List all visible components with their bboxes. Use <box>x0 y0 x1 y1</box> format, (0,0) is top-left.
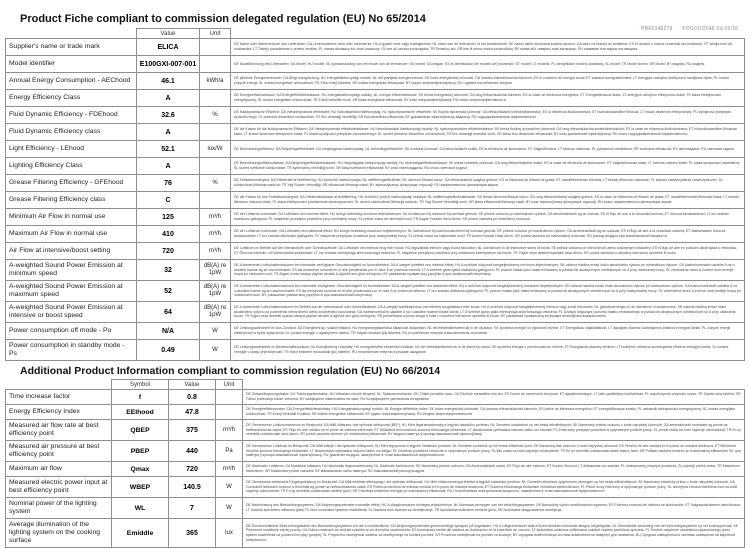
doc-code-secondary: FOG0102648 Ed 05/18 <box>682 26 738 32</box>
document-codes <box>641 26 738 32</box>
row-label: Grease Filtering Efficiency - GFEhood <box>6 175 137 192</box>
table-row <box>6 192 745 209</box>
row-label: Energy Efficiency Index <box>6 405 112 420</box>
row-symbol: EEIhood <box>112 405 169 420</box>
row-unit: lux/W <box>200 141 231 158</box>
table-row <box>6 390 745 405</box>
row-symbol: Emiddle <box>112 519 169 548</box>
row-unit: W <box>216 477 243 498</box>
row-value: 140.5 <box>169 477 216 498</box>
row-label: Maximum air flow <box>6 462 112 477</box>
row-value: 64 <box>137 302 200 323</box>
row-description: DE die Klasse für die fluiddynamische Effizienz; DA Væskedynamisk effektivitetsklasse; HU hidrodinamikai hatékonysági osztály; NL hydrodynamische efficiëntieklasse; SK trieda fluidnej dynamickej účinnosti; GA rang éifeachtúlachta sreabhdhinimiciúla; ES la clase de eficiencia fluidodinámica; ET hüdrodünaamilise tõhususe klass; LT srauto dinaminio efektyvumo klasė; PL klasa wydajności przepływu dynamicznego; SL razred pretočne dinamične učinkovitosti; TR Sıvı dinamiği verimlilik sınıfı; SR klasa fluo-dinamičke efikasnosti; BY клас дынамічнай эфектыўнасці; RU класс гидродинамической эффективности <box>231 124 745 141</box>
row-description: DE der Luftstrom maximaler; DA Luftstrøm ved maksimal effekt; HU levegő sebesség maximum teljesítményen; NL luchtstroom bij maximumsnelheid bij normaal gebruik; SK prietok vzduchu pri maximálnom výkone; GA aershreabhadh ag an uasluas; ES el flujo de aire a la velocidad máxima; ET Maksimaalne õhuvool tavakasutusel; LT oro srautas didžiausiu galingumu; PL natężenie przepływu powietrza przy maksymalnej mocy; SL pretok zraka na maksimalni moči; TR Azami Hızdaki Hava Akımı; SR protok vazduha pri maksimalnoj moćnosti; RU расход воздуха при максимальной мощности <box>231 226 745 243</box>
row-value: ELICA <box>137 39 200 56</box>
row-value: 52.1 <box>137 141 200 158</box>
row-description: DE Leistungsaufnahme im Bereitschaftszustand; DA Energiforbrug i standby; HU energiafelvétel készenléti módban; NL het elektriciteitsverbruik in de stand-by-stand; SK spotreba energie v pohotovostnom režime; ET Energiakulu standby-režiimis; LT budėjimo veiksena suvartojamos elektros energijos kiekis; SL poraba energije v stanju pripravljenosti; TR Hazır bekleme modundaki güç tüketimi; RU потребление энергии в режиме ожидания <box>231 340 745 361</box>
row-value: 440 <box>169 441 216 462</box>
row-value: 7 <box>169 498 216 519</box>
row-symbol: WBEP <box>112 477 169 498</box>
fiche-title-65-2014: Product Fiche compliant to commission delegated regulation (EU) No 65/2014 <box>20 13 426 25</box>
row-symbol: QBEP <box>112 420 169 441</box>
column-header-symbol: Symbol <box>112 380 169 390</box>
row-label: Energy Efficiency Class <box>6 90 137 107</box>
row-label: Air Flow at intensive/boost setting <box>6 243 137 260</box>
row-value: 0.8 <box>169 390 216 405</box>
row-value: A <box>137 124 200 141</box>
row-unit: W <box>200 323 231 340</box>
row-label: Power consumption in standby mode - Ps <box>6 340 137 361</box>
row-description: DE Beleuchtungseffizienz; DA Belysningseffektivitet; HU megvilágítási hatékonyság; NL verlichtingsefficiëntie; SK svetelná účinnosť; GA éifeachtúlacht solais; ES la eficiencia de iluminación; ET Valgustõhusus; LT šviesos našumas; PL sprawność oświetlenia; SR svetlosna efikasnost; BY светлаадача; RU световая отдача <box>231 141 745 158</box>
row-symbol: Qmax <box>112 462 169 477</box>
table-row <box>6 175 745 192</box>
row-unit: lux <box>216 519 243 548</box>
row-description: DE Gemessener Luftdruck im Bestpunkt; DA Målt lufttryk i det optimale driftspunkt; HU Mért légnyomás a legjobb hatásfokú pontban; NL Gemeten luchtdruk op het beste-efficiëntie-punt; SK Nameraný tlak vzduchu v bode najvyššej účinnosti; ES Presión de aire medida en el punto de máxima eficiencia; ET Mõõdetud õhurõhk suurima tõhususega töötamisel; LT išmatuotasis optimalaus našumo taško oro slėgis; PL Ciśnienie powietrza mierzone w optymalnym punkcie pracy; SL tlak zraka na točki največje učinkovitosti; TR En iyi verimlilik noktasındaki statik basınç farkı; SR Pritisak vazduha izmeren pri maksimalnoj efikasnosti; BY ціск паветра ў кропцы максімальнай эфектыўнасці; RU Давление воздуха, замеренное в точке максимальной эффективности <box>243 441 745 462</box>
table-row <box>6 260 745 281</box>
row-label: Fluid Dynamic Efficiency - FDEhood <box>6 107 137 124</box>
row-description: DE Modellkennung des Lieferanten; DA Model; HU modell; NL typeaanduiding van het model van de leverancier; SK model; GA leagan; ES el identificador del modelo del proveedor; ET mudel; LT modelis; PL identyfikator modelu dostawcy; SL model; TR Model tanımı; SR Model; BY мадэль; RU модель <box>231 56 745 73</box>
row-description: DE Name oder Warenzeichen des Lieferanten; DA Leverandørens navn eller varemærke; HU a gyártó neve vagy márkajelzése; NL naam van de leverancier of het handelsmerk; SK názov alebo obchodná značka výrobcu; GA ainm nó branda an tsoláthraí; ES el nombre o marca comercial del proveedor; ET tarnija nimi või kaubamärk; LT Tiekėjo pavadinimas ir prekės ženklas; PL nazwa dostawcy lub znak towarowy; SL ime ali oznaka proizvajalca; TR Tedarikçi adı; SR ime ili robna marka proizvođača; BY назва або таварны знак вытворцы; RU название или марка поставщика <box>231 39 745 56</box>
row-label: Maximum Air Flow in normal use <box>6 226 137 243</box>
header-spacer <box>6 29 137 39</box>
row-label: Measured air flow rate at best efficiency point <box>6 420 112 441</box>
row-label: Nominal power of the lighting system <box>6 498 112 519</box>
table-row <box>6 281 745 302</box>
header-spacer <box>6 380 112 390</box>
header-spacer <box>243 380 745 390</box>
row-label: Power consumption off mode - Po <box>6 323 137 340</box>
row-label: Model identifier <box>6 56 137 73</box>
row-label: A-weighted Sound Power Emission at minimum speed <box>6 260 137 281</box>
row-description: DE Nennleistung des Beleuchtungssystems; DA Belysningssystemets nominelle effekt; HU A világítórendszer névleges teljesítménye; NL Nominaal vermogen van het verlichtingssysteem; SK Nominálny výkon osvetľovacieho systému; ES Potencia nominal del sistema de iluminación; ET Valgustussüsteemi nimivõimsus; LT Vardinė apšvietimo sistemos galia; PL Moc nominalna systemu oświetlenia; SL Nazivna moč sistema za osvetljevanje; TR Aydınlatma sisteminin nominal gücü; SR Nominalna snaga sistema osvetljenja <box>243 498 745 519</box>
table-row <box>6 420 745 441</box>
row-description: DE A-bewerteten Luftschallemissionen im Betrieb auf der Intensivstufe oder Schnellaufstufe; DA A-vægtet lydeffektniveau ved intensiv brugstilstand eller boost; HU A szűrővel súlyozott hangteljesítmény intenzív vagy boost fokozaton; NL geluidsvermogen in de intensieve of boostmodus; SK vážená hladina emisií hluku akustického výkonu za podmienok intenzívneho alebo zosilneného používania; GA fuaimchumhacht ualaithe A na n-astuithe fuaime kinase korral; LT A svertinė garso galia intensyviąja arba forsuotąja veiksena; PL Dźwięki dotyczące poziomu hałasu emitowanego w postaci fal akustycznych odniesionych do A przy ustawieniu boost; TR Yoğun veya destekli ayarda havaya yayılan akustik A-ağırlıklı ses gücü emisyonu; SR ponderisana zvučna snaga A buke u uslovima intenzivne upotrebe ili boost; BY узважаная гукавая моц ва ўмовах інтэнсіўнага выкарыстання <box>231 302 745 323</box>
table-row <box>6 158 745 175</box>
table-row <box>6 39 745 56</box>
row-label: Lighting Efficiency Class <box>6 158 137 175</box>
row-value: 47.8 <box>169 405 216 420</box>
row-value: 76 <box>137 175 200 192</box>
row-label: Minimum Air Flow in normal use <box>6 209 137 226</box>
row-value: 375 <box>169 420 216 441</box>
row-value: 32 <box>137 260 200 281</box>
row-unit: dB(A) re 1pW <box>200 302 231 323</box>
row-value: 410 <box>137 226 200 243</box>
row-unit <box>200 124 231 141</box>
row-value: 125 <box>137 209 200 226</box>
row-unit: dB(A) re 1pW <box>200 281 231 302</box>
row-symbol: PBEP <box>112 441 169 462</box>
table-row <box>6 462 745 477</box>
row-unit: % <box>200 175 231 192</box>
table-row <box>6 498 745 519</box>
row-unit <box>200 90 231 107</box>
row-description: DE A-bewerteten Luftschallemissionen bei maximaler verfügbarer Geschwindigkeit im Normalbetrieb; DA A-vægtet lydeffekt ved maksimal effekt; HU A szűrővel súlyozott hangteljesítmény maximum teljesítményen; SK vážená hladina emisií hluku akustického výkonu pri maximálnom výkone; GA fuaimchumhacht ualaithe A na n-astuithe fuaime ag an uaschumhacht; ES las emisiones sonoras en el aire ponderadas por el valor A en potencia máxima; LT oro srautas didžiausiu galingumu; PL poziom hałasu jako hałas emitowany w postaci fal akustycznych odniesionych do A przy maksymalnej mocy; SL vrednotena raven A zvočne moči emisije hrupa pri maksimalni moči; BY узважаная гукавая моц узроўню A пры максімальнай магутнасці <box>231 281 745 302</box>
row-value: A <box>137 158 200 175</box>
row-value: A <box>137 90 200 107</box>
table-row <box>6 243 745 260</box>
table-row <box>6 302 745 323</box>
row-unit: Pa <box>216 441 243 462</box>
row-value: N/A <box>137 323 200 340</box>
fiche-table-65-2014 <box>5 28 745 361</box>
table-row <box>6 477 745 498</box>
row-description: DE Beleuchtungseffizienzklasse; DA Belysningseffektivitetsklasse; HU megvilágítási hatékonysági osztály; NL verlichtingsefficiëntieklasse; SK trieda svetelnej účinnosti; GA rang éifeachtúlachta solais; ES la clase de eficiencia de iluminación; ET Valgustõhususe klass; LT šviesos našumo klasė; PL klasa sprawności oświetlenia; SL razred svetlobne učinkovitosti; TR Aydınlatma Verimliliği sınıfı; SR klasa svetlosne efikasnosti; BY клас святлоаддачы; RU класс световой отдачи <box>231 158 745 175</box>
row-description: DE der Luftstrom minimaler; DA Luftstrøm ved minimal effekt; HU levegő sebesség minimum teljesítményen; NL luchtstroom bij minimum bij normaal gebruik; SK prietok vzduchu pri minimálnom výkone; GA aershreabhadh ag an íosluas; ES el flujo de aire a la velocidad mínima; ET õhuvool tavakasutusel; LT oro srautas mažiausiu galingumu; PL natężenie przepływu powietrza przy minimalnej mocy; SL pretok zraka na minimalni moči; TR Asgari Hızdaki Hava Akımı; SR protok vazduha pri minimalnoj moćnosti <box>231 209 745 226</box>
column-header-unit: Unit <box>200 29 231 39</box>
row-description: DE jährliche Energieverbrauch; DA Årligt energiforbrug; HU energiahatékonysági mutató; NL het jaarlijkse energieverbruik; SK index energetickej účinnosti; GA innéacs éifeachtúlachta fuinnimh; ES el consumo de energía anual; ET aastane energiatarbimine; LT energijos vartojimo efektyvumo santykinis dydis; PL roczne zużycie energii; SL indeks energetske učinkovitosti; TR Yıllık enerji tüketimi; SR indeks energetske efikasnosti; BY індэкс энергаэфектыўнасці; RU годовое потребление энергии <box>231 73 745 90</box>
row-value: C <box>137 192 200 209</box>
row-description: DE Gemessener Luftvolumenstrom im Bestpunkt; DA Målt luftstrøm i det optimale driftspunkt (BEP); HU Mért légáramsebesség a legjobb hatásfokú pontban; NL Gemeten luchtdebiet op het beste-efficiëntiepunt; SK Nameraný prietok vzduchu v bode najvyššej účinnosti; GA aersreabhadh tomhaiste ag pointe na héifeachtúlachta uasta; ES Flujo de aire medido en el punto de máxima eficiencia; ET Mõõdetud õhuvooluhulk suurima tõhususega töötamisel; LT išmatuotasis optimalaus našumo taško oro srautas; PL Zmierzony przepływ powietrza w optymalnym punkcie pracy; SL pretok zraka na točki največje učinkovitosti; TR En iyi verimlilik noktasındaki hava akımı; SR protok vazduha izmeren pri maksimalnoj efikasnosti; BY выдача паветра ў кропцы максімальнай эфектыўнасці <box>243 420 745 441</box>
row-label: Measured air pressure at best efficiency point <box>6 441 112 462</box>
row-unit: m³/h <box>200 209 231 226</box>
row-label: Light Efficiency - LEhood <box>6 141 137 158</box>
row-value: 720 <box>169 462 216 477</box>
table-row <box>6 209 745 226</box>
row-description: DE Energieeffizienzindex; DA Energieffektivitetsindeks; HU Energiahatékonysági mutató; NL Energie-efficiëntie-index; SK Index energetickej účinnosti; GA Innéacs éifeachtúlachta fuinnimh; ES Índice de eficiencia energética; ET energiatõhususe indeks; PL wskaźnik efektywności energetycznej; SL Indeks energijske učinkovitosti; TR Enerji Verimlilik Endeksi; SR indeks energetske efikasnosti; BY індэкс энергаэфектыўнасці; RU Индекс энергоэффективности <box>243 405 745 420</box>
table-row <box>6 141 745 158</box>
row-value: 52 <box>137 281 200 302</box>
row-unit <box>200 192 231 209</box>
row-symbol: f <box>112 390 169 405</box>
row-label: Measured electric power input at best efficiency point <box>6 477 112 498</box>
column-header-value: Value <box>137 29 200 39</box>
table-header-row <box>6 29 745 39</box>
row-value: E100GXI-007-001 <box>137 56 200 73</box>
row-description: DE Durchschnittliche Beleuchtungsstärke des Beleuchtungssystems auf der Kochoberfläche; DA Belysningssystemets gennemsnitlige lysstyrke på kogefladen; HU A világítórendszer által a főzési felületen biztosított átlagos megvilágítás; NL Gemiddelde verlichting van het verlichtingssysteem op het kookoppervlak; SK Priemerné osvetlenie varnej plochy; GA Soilsiú meánach an chórais soilsithe ar an dromchla cócaireachta; ES Iluminancia media del sistema de iluminación en la superficie de cocción; LT Apšvietimo sistemos užtikrinama vidutinė viryklės paviršiaus apšvieta; PL Średnie natężenie oświetlenia zapewnianego przez system oświetlenia na powierzchni płyty grzejnej; SL Povprečna osvetljenost sistema za osvetljevanje na kuhalni površini; SR Prosečna osvetljenost na površini za kuvanje; BY сярэдняя асветленасць сістэмы асвятлення на паверхні для гатавання; RU Средняя освещённость системы освещения на варочной поверхности <box>243 519 745 548</box>
row-label: Supplier's name or trade mark <box>6 39 137 56</box>
row-value: 720 <box>137 243 200 260</box>
row-description: DE Leistungsaufnahme im Aus-Zustand; DA Energiforbrug i slukket tilstand; HU energiamegtakarítása kikapcsolt állapotban; NL het elektriciteitsverbruik in de uit-stand; SK spotreba energie vo vypnutom režime; ET Energiakulu väljalülitatuna; LT išjungties būsena suvartojamos elektros energijos kiekis; PL zużycie energii elektrycznej w trybie wyłączenia; SL poraba energije v ugasnjenem načinu; TR Kapalı moddaki güç tüketimi; RU потребление энергии в выключенном состоянии <box>231 323 745 340</box>
row-symbol: WL <box>112 498 169 519</box>
column-header-value: Value <box>169 380 216 390</box>
row-unit: m³/h <box>216 420 243 441</box>
row-description: DE Gemessene elektrische Eingangsleistung im Bestpunkt; DA Målt elektrisk effektoptag i det optimale driftspunkt; HU Mért villamosenergia-felvétel a legjobb hatásfokú pontban; NL Gemeten elektrisch opgenomen vermogen op het beste-efficiëntiepunt; SK Nameraný elektrický príkon v bode najvyššej účinnosti; GA Cumhacht leictreach ionchuir a thomhais ag pointe na héifeachtúlachta uasta; ES Potencia eléctrica de entrada medida en el punto de máxima eficiencia; ET Suurima tõhususega töötamisel mõõdetud elektrivõimsus; PL Pobór mocy mierzony w optymalnym punkcie pracy; SL Izmerjena vhodna električna moč na točki največje učinkovitosti; TR En iyi verimlilik noktasındaki elektrik gücü; SR Potrošnja električne energije pri maksimalnoj efikasnosti; RU Потребляемая электрическая мощность, замеренная в точке максимальной эффективности <box>243 477 745 498</box>
row-value: 46.1 <box>137 73 200 90</box>
row-unit: W <box>216 498 243 519</box>
column-header-unit: Unit <box>216 380 243 390</box>
row-unit: kWh/a <box>200 73 231 90</box>
table-row <box>6 56 745 73</box>
row-description: DE die Klasse für den Fettabscheidegrad; DA Effektivitetsklasse af fedtfiltrering; HU zsírszűrő (szűrő) hatékonysági osztálya; NL vetfilteringsefficiëntieklasse; SK trieda účinnosti filtrácie tukov; GA rang éifeachtúlachta scagtha gréisce; ES la clase de eficiencia de filtrado de grasa; ET rasvafiltreerimise tõhususe klass; LT riebalų filtravimo našumo klasė; PL klasa efektywności pochłaniania zanieczyszczeń; SL razred učinkovitosti filtriranja maščob; TR Yağ Süzme Verimliliği sınıfı; SR klasa efikasnosti filtriranja masti; BY клас эфектыўнасці фільтрацыі тлушчаў; RU класс эффективности фильтрации жиров <box>231 192 745 209</box>
table-row <box>6 405 745 420</box>
row-unit: dB(A) re 1pW <box>200 260 231 281</box>
row-value: 365 <box>169 519 216 548</box>
row-unit: m³/h <box>200 243 231 260</box>
row-unit: % <box>200 107 231 124</box>
row-description: DE fluiddynamische Effizienz; DA Væskedynamisk effektivitet; HU hidrodinamikai hatékonyság; NL hydrodynamische efficiëntie; SK fluidná dynamická účinnosť; GA éifeachtúlacht shreabhdhinimiciúil; ES la eficiencia fluidodinámica; ET hüdrodünaamiline tõhusus; LT srauto dinaminis efektyvumas; PL wydajność przepływu dynamicznego; SL pretočna dinamična učinkovitost; TR Sıvı dinamiği verimliliği; SR fluo-dinamička efikasnost; BY дынамічная эфектыўнасць вадкасці; RU гидродинамическая эффективность <box>231 107 745 124</box>
row-label: Average illumination of the lighting system on the cooking surface <box>6 519 112 548</box>
table-row <box>6 107 745 124</box>
table-row <box>6 226 745 243</box>
table-header-row <box>6 380 745 390</box>
row-description: DE Luftstrom im Betrieb auf der Intensivstufe oder Schnellaufstufe; DA Luftstrøm ved intensiv brug eller boost; HU légszállítás intenzív vagy boost fokozaton; NL luchtstroom in de intensieve stand of boost; SK prietok vzduchu pri intenzívnom alebo zosilnenom nastavení; ES el flujo de aire en posición ultrarrápida o reforzada; ET Õhuvool intensiiv- või võimendatud seadistusel; LT oro srautas intensyviąja arba forsuotąja veiksena; PL natężenie przepływu powietrza przy ustawieniu intensywnym lub boost; TR Yoğun veya destekli ayardaki hava akımı; SR protok vazduha u uslovima intenzivne upotrebe ili boost <box>231 243 745 260</box>
row-label: Annual Energy Consumption - AEChood <box>6 73 137 90</box>
table-row <box>6 90 745 107</box>
row-description: DE Maximaler Luftstrom; DA Maksimal luftstrøm; HU Maximális légáramsebesség; NL Maximale luchtstroom; SK Maximálny prietok vzduchu; GA Aershreabhadh uasta; ES Flujo de aire máximo; ET Suurim õhuvool; LT didžiausias oro srautas; PL maksymalny przepływ powietrza; SL največji pretok zraka; TR Maksimum hava akımı; SR Maksimalni protok vazduha; BY максімальны паток паветра; RU Максимальный расход воздуха <box>243 462 745 477</box>
row-label: Time increase factor <box>6 390 112 405</box>
table-row <box>6 73 745 90</box>
row-label: A-weighted Sound Power Emission at maximum speed <box>6 281 137 302</box>
row-description: DE Fettabscheidegrad; DA Effektivitet af fedtfiltrering; HU zsírszűrő hatékonysága; NL vetfilteringsefficiëntie; SK účinnosť filtrácie tukov; GA éifeachtúlacht scagtha gréisce; ES la eficiencia de filtrado de grasa; ET rasvafiltreerimise tõhusus; LT riebalų filtravimo našumas; PL stopień zatrzymywania zanieczyszczeń; SL učinkovitost filtriranja maščob; TR Yağ Süzme Verimliliği; SR efikasnost filtriranja masti; BY эфектыўнасць фільтрацыі тлушчаў; RU эффективность фильтрации жиров <box>231 175 745 192</box>
row-unit: m³/h <box>200 226 231 243</box>
product-fiche-page <box>0 13 750 544</box>
doc-code-primary: PRF0146279 <box>641 26 673 32</box>
row-label: Grease Filtering Efficiency class <box>6 192 137 209</box>
additional-info-title-66-2014: Additional Product Information compliant to commission regulation (EU) No 66/2014 <box>20 365 441 377</box>
row-unit: W <box>200 340 231 361</box>
row-value: 32.6 <box>137 107 200 124</box>
row-label: A-weighted Sound Power Emission at intensive or boost speed <box>6 302 137 323</box>
row-unit <box>200 56 231 73</box>
row-label: Fluid Dynamic Efficiency class <box>6 124 137 141</box>
row-value: 0.49 <box>137 340 200 361</box>
table-row <box>6 441 745 462</box>
row-description: DE Energieeffizienzklasse; DA Energieffektivitetsklasse; HU energiahatékonysági osztály; NL energie-efficiëntieklasse; SK trieda energetickej účinnosti; GA rang éifeachtúlachta fuinnimh; ES la clase de eficiencia energética; ET Energiatõhususe klass; LT energijos vartojimo efektyvumo klasė; PL klasa efektywności energetycznej; SL razred energetske učinkovitosti; TR Enerji verimlilik sınıfı; SR klasa energetske efikasnosti; BY клас энергаэфектыўнасці; RU класс энергоэффективности <box>231 90 745 107</box>
table-row <box>6 323 745 340</box>
row-description: DE Zeitverlängerungsfaktor; DA Tidsforøgelsesfaktor; HU időtartam-növelő tényező; NL Tijdstoenamefactor; SK Činiteľ prírastku času; GA Fachtóir méadaithe san am; ES Factor de incremento temporal; ET ajapikendustegur; LT laiko padidėjimo koeficientas; PL współczynnik przyrostu czasu; TR Zaman artış faktörü; SR Faktor povećanja tokom vremena; BY каэфіцыент павелічэння па часе; RU Коэффициент увеличения по времени <box>243 390 745 405</box>
row-unit <box>200 39 231 56</box>
row-unit: m³/h <box>216 462 243 477</box>
row-unit <box>200 158 231 175</box>
row-unit <box>216 405 243 420</box>
table-row <box>6 340 745 361</box>
row-description: DE A-bewerteten Luftschallemissionen bei minimaler verfügbarer Geschwindigkeit im Normalbetrieb; DA A-vægtet lydeffekt ved minimal effekt; HU A szűrővel súlyozott hangteljesítmény minimum teljesítményen; SK vážená hladina emisií hluku akustického výkonu pri minimálnom výkone; GA fuaimchumhacht ualaithe A na n-astuithe fuaime ag an íoschumhacht; ES las emisiones sonoras en el aire ponderadas por el valor A en potencia mínima; LT A svertinė garso galia mažiausiu galingumu; PL poziom hałasu jako hałas emitowany w postaci fal akustycznych odniesionych do A przy minimalnej mocy; SL vrednotena raven A zvočne moči emisije hrupa pri minimalni moči; TR Asgari hızda havaya yayılan akustik A-ağırlıklı ses gücü emisyonu; BY узважаная гукавая моц узроўню A пры мінімальнай магутнасці <box>231 260 745 281</box>
table-row <box>6 124 745 141</box>
row-unit <box>216 390 243 405</box>
